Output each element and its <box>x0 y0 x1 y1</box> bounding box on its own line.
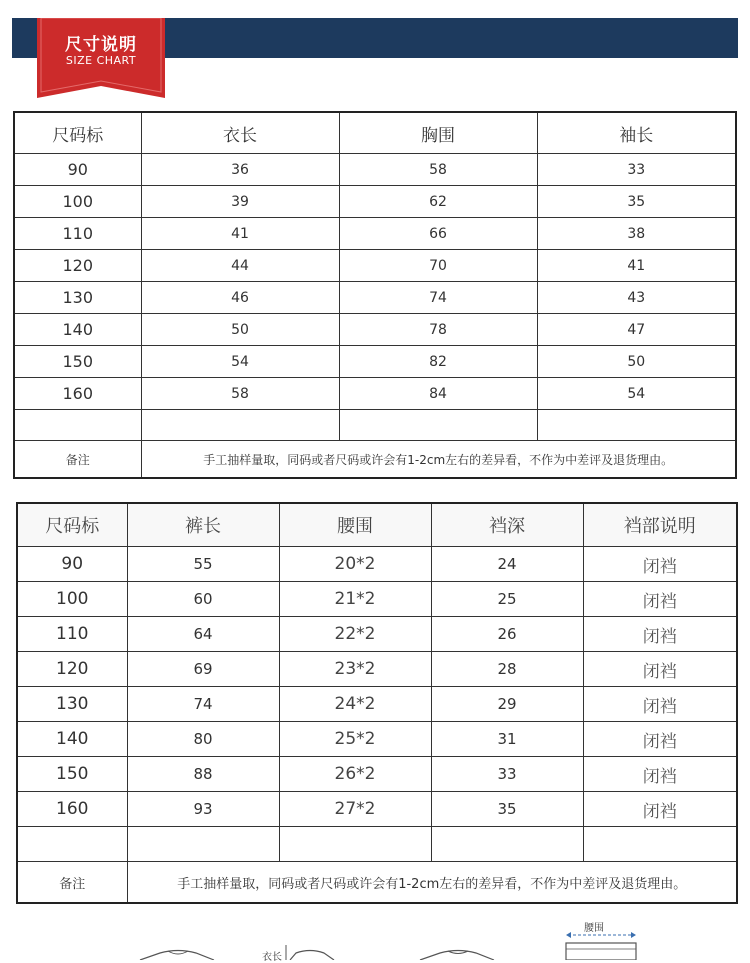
size-cell: 150 <box>17 757 127 792</box>
header-rise: 裆深 <box>431 503 583 547</box>
pants-length-cell: 88 <box>127 757 279 792</box>
header-waist: 腰围 <box>279 503 431 547</box>
chest-cell: 66 <box>339 218 537 250</box>
sleeve-cell: 43 <box>537 282 736 314</box>
size-cell: 110 <box>17 617 127 652</box>
table-row <box>14 282 736 314</box>
chest-cell: 74 <box>339 282 537 314</box>
size-chart-badge <box>37 18 165 98</box>
sleeve-cell: 35 <box>537 186 736 218</box>
size-cell: 100 <box>17 582 127 617</box>
empty-cell <box>17 827 127 862</box>
table-row <box>14 346 736 378</box>
pants-length-cell: 64 <box>127 617 279 652</box>
pants-outline-icon <box>566 932 636 960</box>
size-cell: 160 <box>17 792 127 827</box>
chest-cell: 70 <box>339 250 537 282</box>
waist-cell: 24*2 <box>279 687 431 722</box>
table-row <box>17 617 737 652</box>
length-diagram-label: 衣长 <box>262 952 282 963</box>
size-cell: 150 <box>14 346 141 378</box>
waist-cell: 21*2 <box>279 582 431 617</box>
empty-cell <box>537 410 736 441</box>
size-cell: 160 <box>14 378 141 410</box>
sleeve-cell: 38 <box>537 218 736 250</box>
chest-cell: 58 <box>339 154 537 186</box>
empty-cell <box>14 410 141 441</box>
size-cell: 130 <box>14 282 141 314</box>
size-cell: 100 <box>14 186 141 218</box>
note-label: 备注 <box>14 441 141 479</box>
size-cell: 140 <box>14 314 141 346</box>
note-row <box>17 862 737 904</box>
waist-cell: 20*2 <box>279 547 431 582</box>
table-row <box>17 687 737 722</box>
crotch-cell: 闭裆 <box>583 757 737 792</box>
waist-cell: 27*2 <box>279 792 431 827</box>
table-row <box>14 250 736 282</box>
waist-cell: 26*2 <box>279 757 431 792</box>
header-crotch-note: 裆部说明 <box>583 503 737 547</box>
table-row <box>14 314 736 346</box>
size-cell: 140 <box>17 722 127 757</box>
length-cell: 36 <box>141 154 339 186</box>
pants-length-cell: 74 <box>127 687 279 722</box>
header-length: 衣长 <box>141 112 339 154</box>
shirt-back-outline-icon <box>420 951 494 961</box>
header-sleeve: 袖长 <box>537 112 736 154</box>
empty-cell <box>583 827 737 862</box>
sleeve-cell: 33 <box>537 154 736 186</box>
header-size: 尺码标 <box>14 112 141 154</box>
pants-length-cell: 80 <box>127 722 279 757</box>
sleeve-cell: 54 <box>537 378 736 410</box>
sleeve-cell: 50 <box>537 346 736 378</box>
table-header-row <box>17 503 737 547</box>
top-size-table <box>13 111 737 479</box>
waist-diagram-label: 腰围 <box>584 923 604 934</box>
size-cell: 90 <box>17 547 127 582</box>
length-cell: 50 <box>141 314 339 346</box>
table-row <box>14 154 736 186</box>
table-row <box>17 652 737 687</box>
pants-length-cell: 69 <box>127 652 279 687</box>
crotch-cell: 闭裆 <box>583 687 737 722</box>
note-text: 手工抽样量取，同码或者尺码或许会有1-2cm左右的差异看，不作为中差评及退货理由。 <box>127 862 737 904</box>
sleeve-cell: 41 <box>537 250 736 282</box>
chest-cell: 82 <box>339 346 537 378</box>
empty-cell <box>279 827 431 862</box>
crotch-cell: 闭裆 <box>583 547 737 582</box>
rise-cell: 26 <box>431 617 583 652</box>
table-header-row <box>14 112 736 154</box>
empty-cell <box>431 827 583 862</box>
length-cell: 44 <box>141 250 339 282</box>
table-row <box>17 582 737 617</box>
note-text: 手工抽样量取，同码或者尺码或许会有1-2cm左右的差异看，不作为中差评及退货理由。 <box>141 441 736 479</box>
rise-cell: 31 <box>431 722 583 757</box>
rise-cell: 24 <box>431 547 583 582</box>
chest-cell: 78 <box>339 314 537 346</box>
size-cell: 110 <box>14 218 141 250</box>
length-cell: 58 <box>141 378 339 410</box>
waist-cell: 22*2 <box>279 617 431 652</box>
pants-length-cell: 55 <box>127 547 279 582</box>
table-row <box>17 792 737 827</box>
shirt-front-outline-icon <box>140 951 214 961</box>
badge-title-cn: 尺寸说明 <box>65 35 137 55</box>
table-row <box>17 757 737 792</box>
empty-row <box>14 410 736 441</box>
size-cell: 90 <box>14 154 141 186</box>
empty-cell <box>141 410 339 441</box>
empty-cell <box>339 410 537 441</box>
table-row <box>14 218 736 250</box>
note-row <box>14 441 736 479</box>
measurement-diagrams <box>0 915 750 960</box>
chest-cell: 62 <box>339 186 537 218</box>
chest-cell: 84 <box>339 378 537 410</box>
crotch-cell: 闭裆 <box>583 582 737 617</box>
size-cell: 130 <box>17 687 127 722</box>
empty-cell <box>127 827 279 862</box>
note-label: 备注 <box>17 862 127 904</box>
rise-cell: 35 <box>431 792 583 827</box>
sleeve-cell: 47 <box>537 314 736 346</box>
table-row <box>17 722 737 757</box>
rise-cell: 25 <box>431 582 583 617</box>
table-row <box>14 186 736 218</box>
crotch-cell: 闭裆 <box>583 617 737 652</box>
length-cell: 54 <box>141 346 339 378</box>
rise-cell: 28 <box>431 652 583 687</box>
pants-length-cell: 60 <box>127 582 279 617</box>
badge-title-en: SIZE CHART <box>65 54 137 67</box>
size-cell: 120 <box>17 652 127 687</box>
length-cell: 39 <box>141 186 339 218</box>
rise-cell: 33 <box>431 757 583 792</box>
crotch-cell: 闭裆 <box>583 792 737 827</box>
crotch-cell: 闭裆 <box>583 652 737 687</box>
length-cell: 41 <box>141 218 339 250</box>
header-pants-length: 裤长 <box>127 503 279 547</box>
empty-row <box>17 827 737 862</box>
rise-cell: 29 <box>431 687 583 722</box>
table-row <box>17 547 737 582</box>
header-size: 尺码标 <box>17 503 127 547</box>
waist-cell: 25*2 <box>279 722 431 757</box>
bottom-size-table <box>16 502 738 904</box>
header-chest: 胸围 <box>339 112 537 154</box>
table-row <box>14 378 736 410</box>
pants-length-cell: 93 <box>127 792 279 827</box>
waist-cell: 23*2 <box>279 652 431 687</box>
crotch-cell: 闭裆 <box>583 722 737 757</box>
shirt-side-outline-icon <box>286 945 334 960</box>
length-cell: 46 <box>141 282 339 314</box>
size-cell: 120 <box>14 250 141 282</box>
